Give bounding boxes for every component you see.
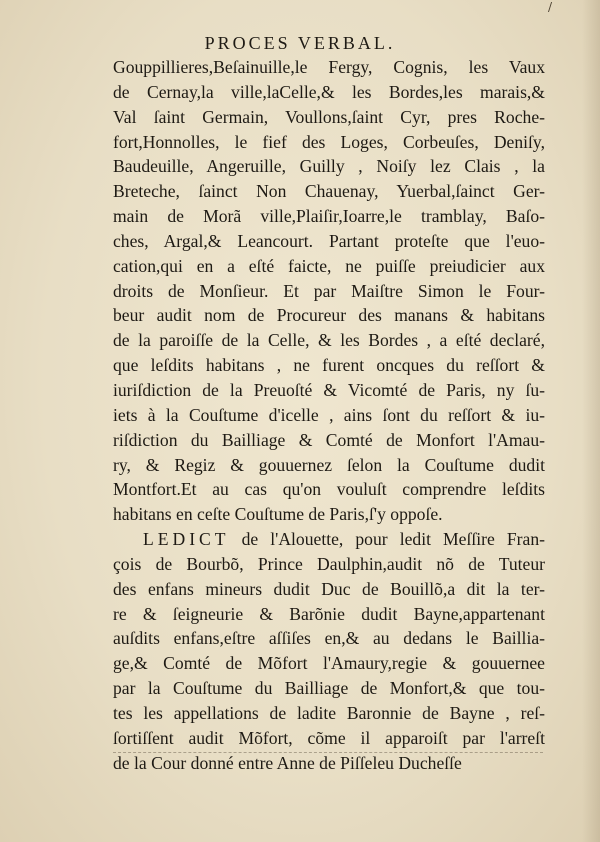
bottom-rule	[113, 752, 543, 753]
text-line: de la Cour donné entre Anne de Piſſeleu Ducheſſe	[113, 752, 462, 773]
paragraph-opening-line	[113, 527, 545, 552]
text-line: iuriſdiction de la Preuoſté & Vicomté de Paris, ny ſu-	[113, 379, 545, 400]
text-line: iets à la Couſtume d'icelle , ains ſont du reſſort & iu-	[113, 404, 545, 425]
text-line: ſortiſſent audit Mõfort, cõme il apparoiſt par l'arreſt	[113, 727, 545, 748]
text-line: main de Morã ville,Plaiſir,Ioarre,le tramblay, Baſo-	[113, 206, 545, 227]
text-line: ge,& Comté de Mõfort l'Amaury,regie & gouuernee	[113, 653, 545, 674]
text-line: droits de Monſieur. Et par Maiſtre Simon le Four-	[113, 280, 545, 301]
text-line: fort,Honnolles, le fief des Loges, Corbeuſes, Deniſy,	[113, 131, 545, 152]
running-head: PROCES VERBAL.	[204, 33, 396, 53]
page-edge-shadow	[582, 0, 600, 842]
text-line: ry, & Regiz & gouuernez ſelon la Couſtume dudit	[113, 454, 545, 475]
text-line: çois de Bourbõ, Prince Daulphin,audit nõ de Tuteur	[113, 553, 545, 574]
text-line: de Cernay,la ville,laCelle,& les Bordes,les marais,&	[113, 81, 545, 102]
text-line: tes les appellations de ladite Baronnie de Bayne , reſ-	[113, 702, 545, 723]
text-line: riſdiction du Bailliage & Comté de Monfort l'Amau-	[113, 429, 545, 450]
text-line: de la paroiſſe de la Celle, & les Bordes , a eſté declaré,	[113, 330, 545, 351]
text-line: des enfans mineurs dudit Duc de Bouillõ,a dit la ter-	[113, 578, 545, 599]
text-line: Val ſaint Germain, Voullons,ſaint Cyr, pres Roche-	[113, 106, 545, 127]
text-line: par la Couſtume du Bailliage de Monfort,& que tou-	[113, 678, 545, 699]
text-line: que leſdits habitans , ne furent oncques du reſſort &	[113, 355, 545, 376]
text-line: Breteche, ſainct Non Chauenay, Yuerbal,ſainct Ger-	[113, 181, 545, 202]
paragraph-opening-text: de l'Alouette, pour ledit Meſſire Fran-	[229, 529, 545, 550]
text-line: Baudeuille, Angeruille, Guilly , Noiſy lez Clais , la	[113, 156, 545, 177]
body-text	[113, 55, 545, 775]
text-line: Montfort.Et au cas qu'on vouluſt comprendre leſdits	[113, 479, 545, 500]
text-line: Gouppillieres,Beſainuille,le Fergy, Cognis, les Vaux	[113, 57, 545, 77]
text-line: habitans en ceſte Couſtume de Paris,ſ'y oppoſe.	[113, 504, 443, 525]
corner-mark: /	[548, 0, 553, 14]
text-line: beur audit nom de Procureur des manans & habitans	[113, 305, 545, 326]
text-line: cation,qui en a eſté faicte, ne puiſſe preiudicier aux	[113, 255, 545, 276]
paragraph-lead-word: LEDICT	[143, 529, 230, 550]
text-line: re & ſeigneurie & Barõnie dudit Bayne,appartenant	[113, 603, 545, 624]
text-line: ches, Argal,& Leancourt. Partant proteſte que l'euo-	[113, 230, 545, 251]
text-line: auſdits enfans,eſtre aſſiſes en,& au dedans le Baillia-	[113, 628, 545, 649]
